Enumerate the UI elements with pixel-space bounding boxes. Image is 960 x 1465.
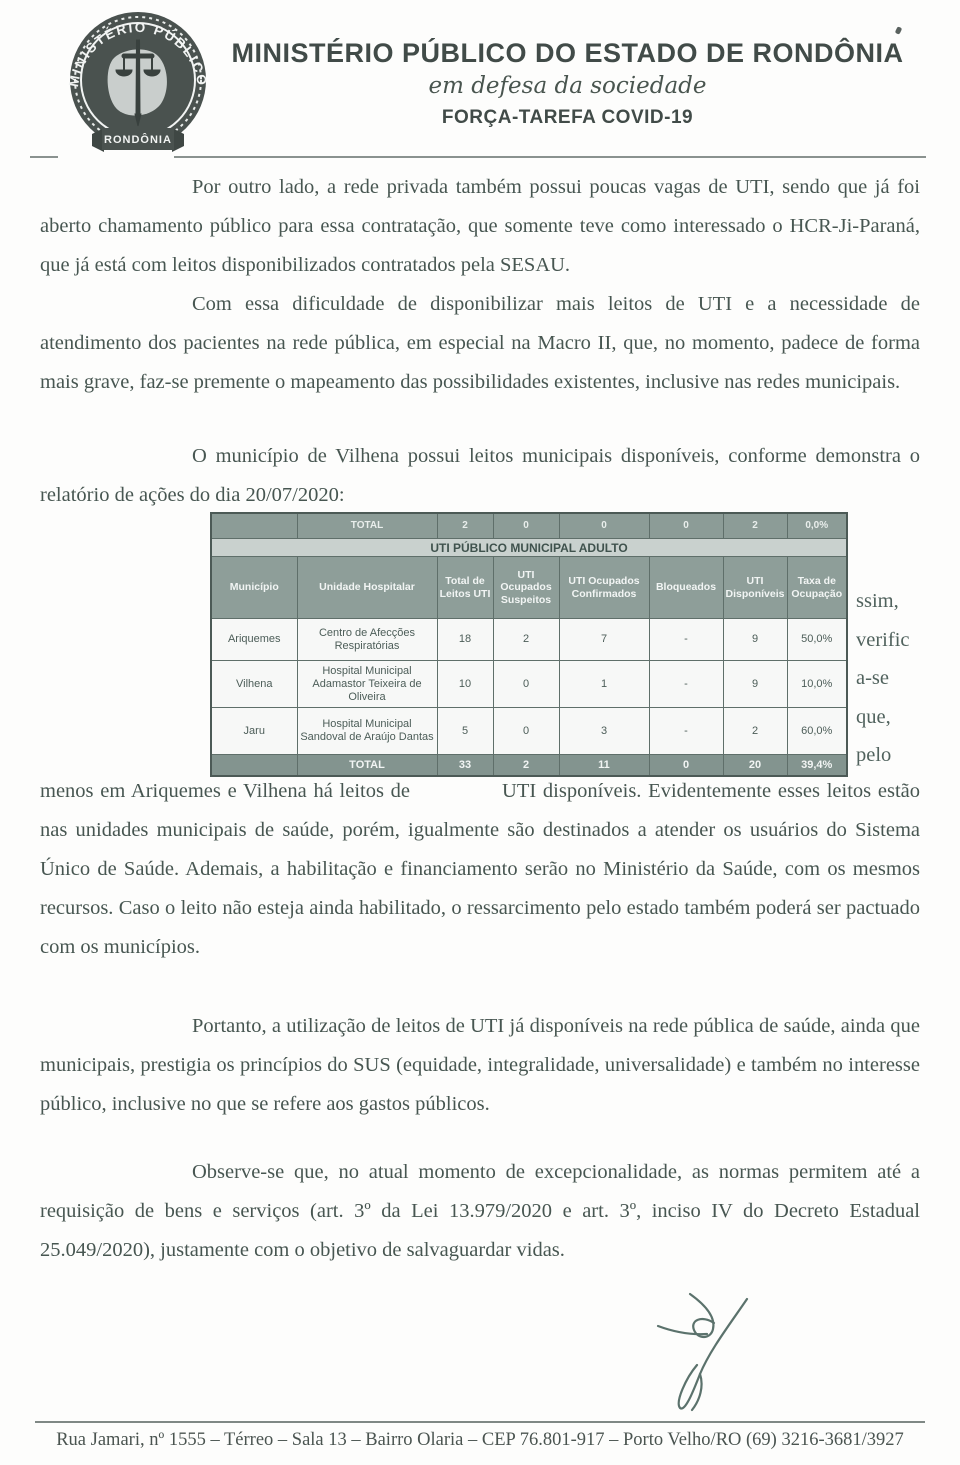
cell: 20 [723, 755, 787, 776]
cell: - [649, 661, 723, 708]
paragraph-vilhena-report: O município de Vilhena possui leitos municipais disponíveis, conforme demonstra o relatório de ações do dia 20/07/2020: [40, 445, 920, 506]
table-row-clipped-total [211, 513, 847, 539]
col-header-total-leitos: Total de Leitos UTI [437, 557, 493, 619]
cell-municipio: Jaru [211, 708, 297, 755]
col-header-unidade: Unidade Hospitalar [297, 557, 437, 619]
table-header-row [211, 557, 847, 619]
cell: 0 [493, 513, 559, 539]
cell: 7 [559, 619, 649, 661]
footer-address: Rua Jamari, nº 1555 – Térreo – Sala 13 – Bairro Olaria – CEP 76.801-917 – Porto Velho/RO (69) 3216-3681/3927 [56, 1430, 904, 1450]
col-header-municipio: Município [211, 557, 297, 619]
wrapped-line: verific [856, 628, 910, 651]
cell: 2 [723, 708, 787, 755]
cell: TOTAL [297, 513, 437, 539]
col-header-bloqueados: Bloqueados [649, 557, 723, 619]
cell: 10,0% [787, 661, 847, 708]
col-header-confirmados: UTI Ocupados Confirmados [559, 557, 649, 619]
cell: 0 [559, 513, 649, 539]
wrapped-text-beside-table [856, 582, 936, 775]
cell: 3 [559, 708, 649, 755]
cell: 0 [649, 513, 723, 539]
paragraph-uti-availability [40, 772, 920, 967]
cell: 39,4% [787, 755, 847, 776]
org-name: MINISTÉRIO PÚBLICO DO ESTADO DE RONDÔNIA [231, 38, 904, 68]
cell: 33 [437, 755, 493, 776]
table-section-title-row [211, 539, 847, 557]
handwritten-signature [612, 1282, 777, 1422]
table-row-jaru [211, 708, 847, 755]
cell: 9 [723, 661, 787, 708]
paragraph-sus-principles: Portanto, a utilização de leitos de UTI já disponíveis na rede pública de saúde, ainda que municipais, prestigia os princípios do SUS (equidade, integralidade, universalidade) e também no interesse público, inclusive no que se refere aos gastos públicos. [40, 1015, 920, 1115]
wrapped-line: a-se [856, 667, 890, 689]
letterhead [205, 38, 930, 129]
cell: 2 [493, 755, 559, 776]
scan-artifact-speck [895, 26, 902, 34]
cell-municipio: Ariquemes [211, 619, 297, 661]
cell: 2 [493, 619, 559, 661]
cell: 0,0% [787, 513, 847, 539]
paragraph-difficulty: Com essa dificuldade de disponibilizar mais leitos de UTI e a necessidade de atendimento dos pacientes na rede pública, em especial na Macro II, que, no momento, padece de forma mais grave, faz-se premente o mapeamento das possibilidades existentes, inclusive nas redes municipais. [40, 293, 920, 393]
cell-unidade: Centro de Afecções Respiratórias [297, 619, 437, 661]
cell: 9 [723, 619, 787, 661]
cell: - [649, 708, 723, 755]
seal-banner [92, 128, 184, 152]
table-section-title: UTI PÚBLICO MUNICIPAL ADULTO [211, 539, 847, 557]
table-row-ariquemes [211, 619, 847, 661]
cell-unidade: Hospital Municipal Sandoval de Araújo Dantas [297, 708, 437, 755]
cell: 0 [649, 755, 723, 776]
seal-arc-text: MINISTÉRIO PÚBLICO [66, 19, 210, 89]
cell: - [649, 619, 723, 661]
cell: 50,0% [787, 619, 847, 661]
footer-rule [35, 1421, 925, 1423]
paragraph-private-network: Por outro lado, a rede privada também possui poucas vagas de UTI, sendo que já foi aberto chamamento público para essa contratação, que somente teve como interessado o HCR-Ji-Paraná, que já está com leitos disponibilizados contratados pela SESAU. [40, 176, 920, 276]
paragraph-part-b: UTI disponíveis. Evidentemente esses leitos estão nas unidades municipais de saúde, porém, igualmente são destinados a atender os usuários do Sistema Único de Saúde. Ademais, a habilitação e financiamento serão no Ministério da Saúde, com os mesmos recursos. Caso o leito não esteja ainda habilitado, o ressarcimento pelo estado também poderá ser pactuado com os municípios. [40, 780, 920, 958]
ministerio-publico-seal-logo [52, 6, 224, 160]
header-rule-left [30, 156, 58, 158]
seal-banner-text: RONDÔNIA [104, 134, 172, 146]
cell: 5 [437, 708, 493, 755]
cell: 2 [723, 513, 787, 539]
paragraph-part-a: menos em Ariquemes e Vilhena há leitos de [40, 780, 411, 802]
wrapped-line: que, [856, 705, 891, 728]
wrapped-line: ssim, [856, 590, 899, 612]
cell [211, 513, 297, 539]
cell: 60,0% [787, 708, 847, 755]
cell: 1 [559, 661, 649, 708]
header-rule [174, 156, 926, 158]
taskforce-title: FORÇA-TAREFA COVID-19 [441, 107, 694, 128]
org-motto: em defesa da sociedade [428, 73, 707, 99]
cell: 10 [437, 661, 493, 708]
cell-unidade: Hospital Municipal Adamastor Teixeira de Oliveira [297, 661, 437, 708]
cell: 18 [437, 619, 493, 661]
col-header-suspeitos: UTI Ocupados Suspeitos [493, 557, 559, 619]
cell: 2 [437, 513, 493, 539]
cell-total-label: TOTAL [297, 755, 437, 776]
cell: 0 [493, 708, 559, 755]
cell: 11 [559, 755, 649, 776]
table-row-vilhena [211, 661, 847, 708]
col-header-disponiveis: UTI Disponíveis [723, 557, 787, 619]
uti-table [210, 512, 846, 777]
cell-municipio: Vilhena [211, 661, 297, 708]
wrapped-line: pelo [856, 744, 892, 766]
col-header-taxa: Taxa de Ocupação [787, 557, 847, 619]
paragraph-legal-basis: Observe-se que, no atual momento de excepcionalidade, as normas permitem até a requisição de bens e serviços (art. 3º da Lei 13.979/2020 e art. 3º, inciso IV do Decreto Estadual 25.049/2020), justamente com o objetivo de salvaguardar vidas. [40, 1161, 920, 1261]
cell: 0 [493, 661, 559, 708]
